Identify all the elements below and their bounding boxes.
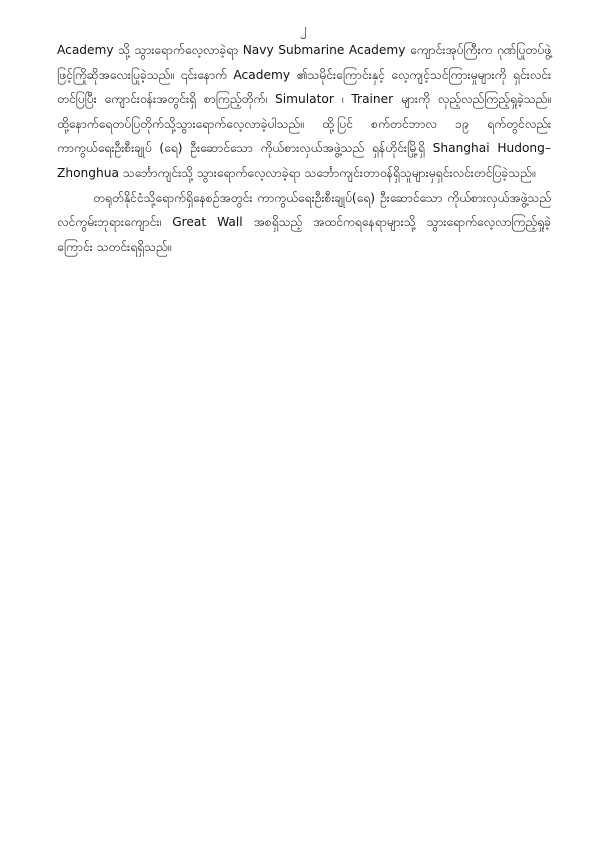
body-text — [57, 38, 551, 259]
page-number: ၂ — [299, 22, 307, 37]
paragraph-2: တရုတ်နိုင်ငံသို့ရောက်ရှိနေစဉ်အတွင်း ကာကွယ်ရေးဦးစီးချုပ်(ရေ) ဦးဆောင်သော ကိုယ်စားလှယ်အဖွဲ့သည် လင်ကွမ်းဘုရားကျောင်း၊ Great Wall အစရှိသည့် အထင်ကရနေရာများသို့ သွားရောက်လေ့လာကြည့်ရှုခဲ့ကြောင်း သတင်းရရှိသည်။ — [57, 190, 551, 254]
paragraph-1: Academy သို့ သွားရောက်လေ့လာခဲ့ရာ Navy Submarine Academy ကျောင်းအုပ်ကြီးက ဂုဏ်ပြုတပ်ဖွဲ့ဖြင့်ကြိုဆိုအလေးပြုခဲ့သည်။ ၎င်းနောက် Academy ၏သမိုင်းကြောင်းနှင့် လေ့ကျင့်သင်ကြားမှုများကို ရှင်းလင်းတင်ပြပြီး ကျောင်းဝန်းအတွင်းရှိ စာကြည့်တိုက်၊ Simulator ၊ Trainer များကို လှည့်လည်ကြည့်ရှုခဲ့သည်။ ထို့နောက်ရေတပ်ပြတိုက်သို့သွားရောက်လေ့လာခဲ့ပါသည်။ ထို့ပြင် စက်တင်ဘာလ ၁၉ ရက်တွင်လည်း ကာကွယ်ရေးဦးစီးချုပ် (ရေ) ဦးဆောင်သော ကိုယ်စားလှယ်အဖွဲ့သည် ရှန်ဟိုင်းမြို့ရှိ Shanghai Hudong–Zhonghua သင်္ဘောကျင်းသို့ သွားရောက်လေ့လာခဲ့ရာ သင်္ဘောကျင်းတာဝန်ရှိသူများမှရှင်းလင်းတင်ပြခဲ့သည်။ — [57, 43, 551, 180]
